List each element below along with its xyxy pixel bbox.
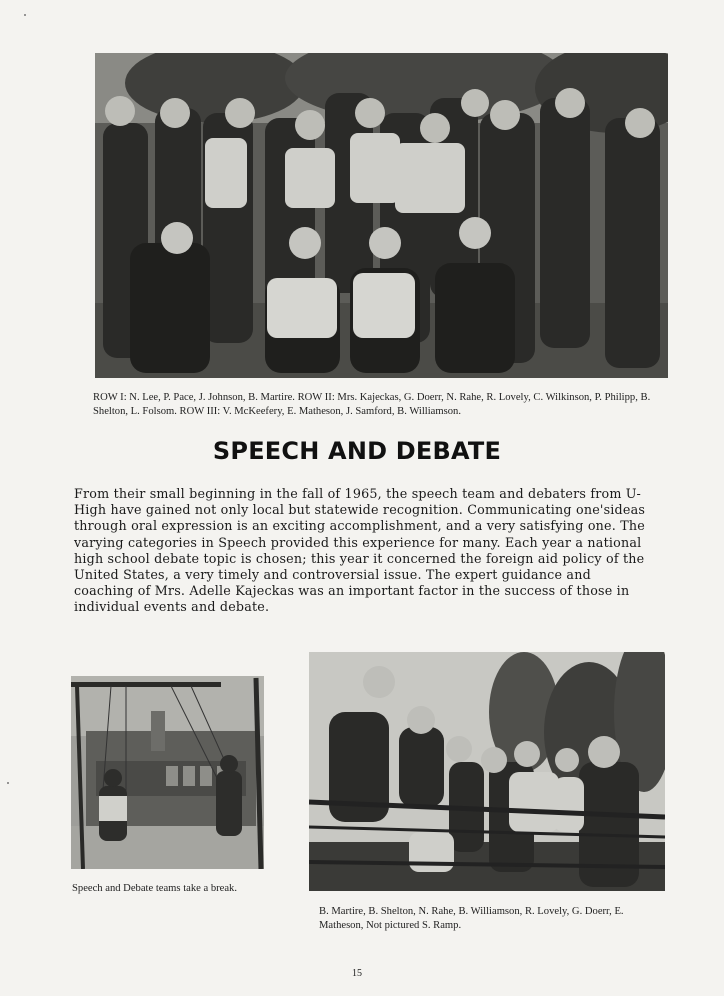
print-speck (7, 782, 9, 784)
print-speck (24, 14, 26, 16)
section-title: SPEECH AND DEBATE (212, 437, 502, 465)
bench-photo-illustration (309, 652, 665, 891)
page-number: 15 (352, 968, 362, 979)
group-photo-caption: ROW I: N. Lee, P. Pace, J. Johnson, B. Martire. ROW II: Mrs. Kajeckas, G. Doerr, N. Rahe, R. Lovely, C. Wilkinson, P. Philipp, B. Shelton, L. Folsom. ROW III: V. McKeefery, E. Matheson, J. Samford, B. Williamson. (93, 392, 651, 417)
bench-photo-caption: B. Martire, B. Shelton, N. Rahe, B. Williamson, R. Lovely, G. Doerr, E. Matheson, Not pictured S. Ramp. (319, 906, 624, 931)
bench-photo (309, 652, 665, 891)
swing-photo-illustration (71, 676, 264, 869)
intro-paragraph: From their small beginning in the fall of 1965, the speech team and debaters from U-High have gained not only local but statewide recognition. Communicating one'sideas through oral expression is an exciting accomplishment, and a very satisfying one. The varying categories in Speech provided this experience for many. Each year a national high school debate topic is chosen; this year it concerned the foreign aid policy of the United States, a very timely and controversial issue. The expert guidance and coaching of Mrs. Adelle Kajeckas was an important factor in the success of those in individual events and debate. (74, 486, 646, 615)
swing-photo-caption: Speech and Debate teams take a break. (72, 883, 238, 894)
group-photo-illustration (95, 53, 668, 378)
swing-photo (71, 676, 264, 869)
group-photo (95, 53, 668, 378)
